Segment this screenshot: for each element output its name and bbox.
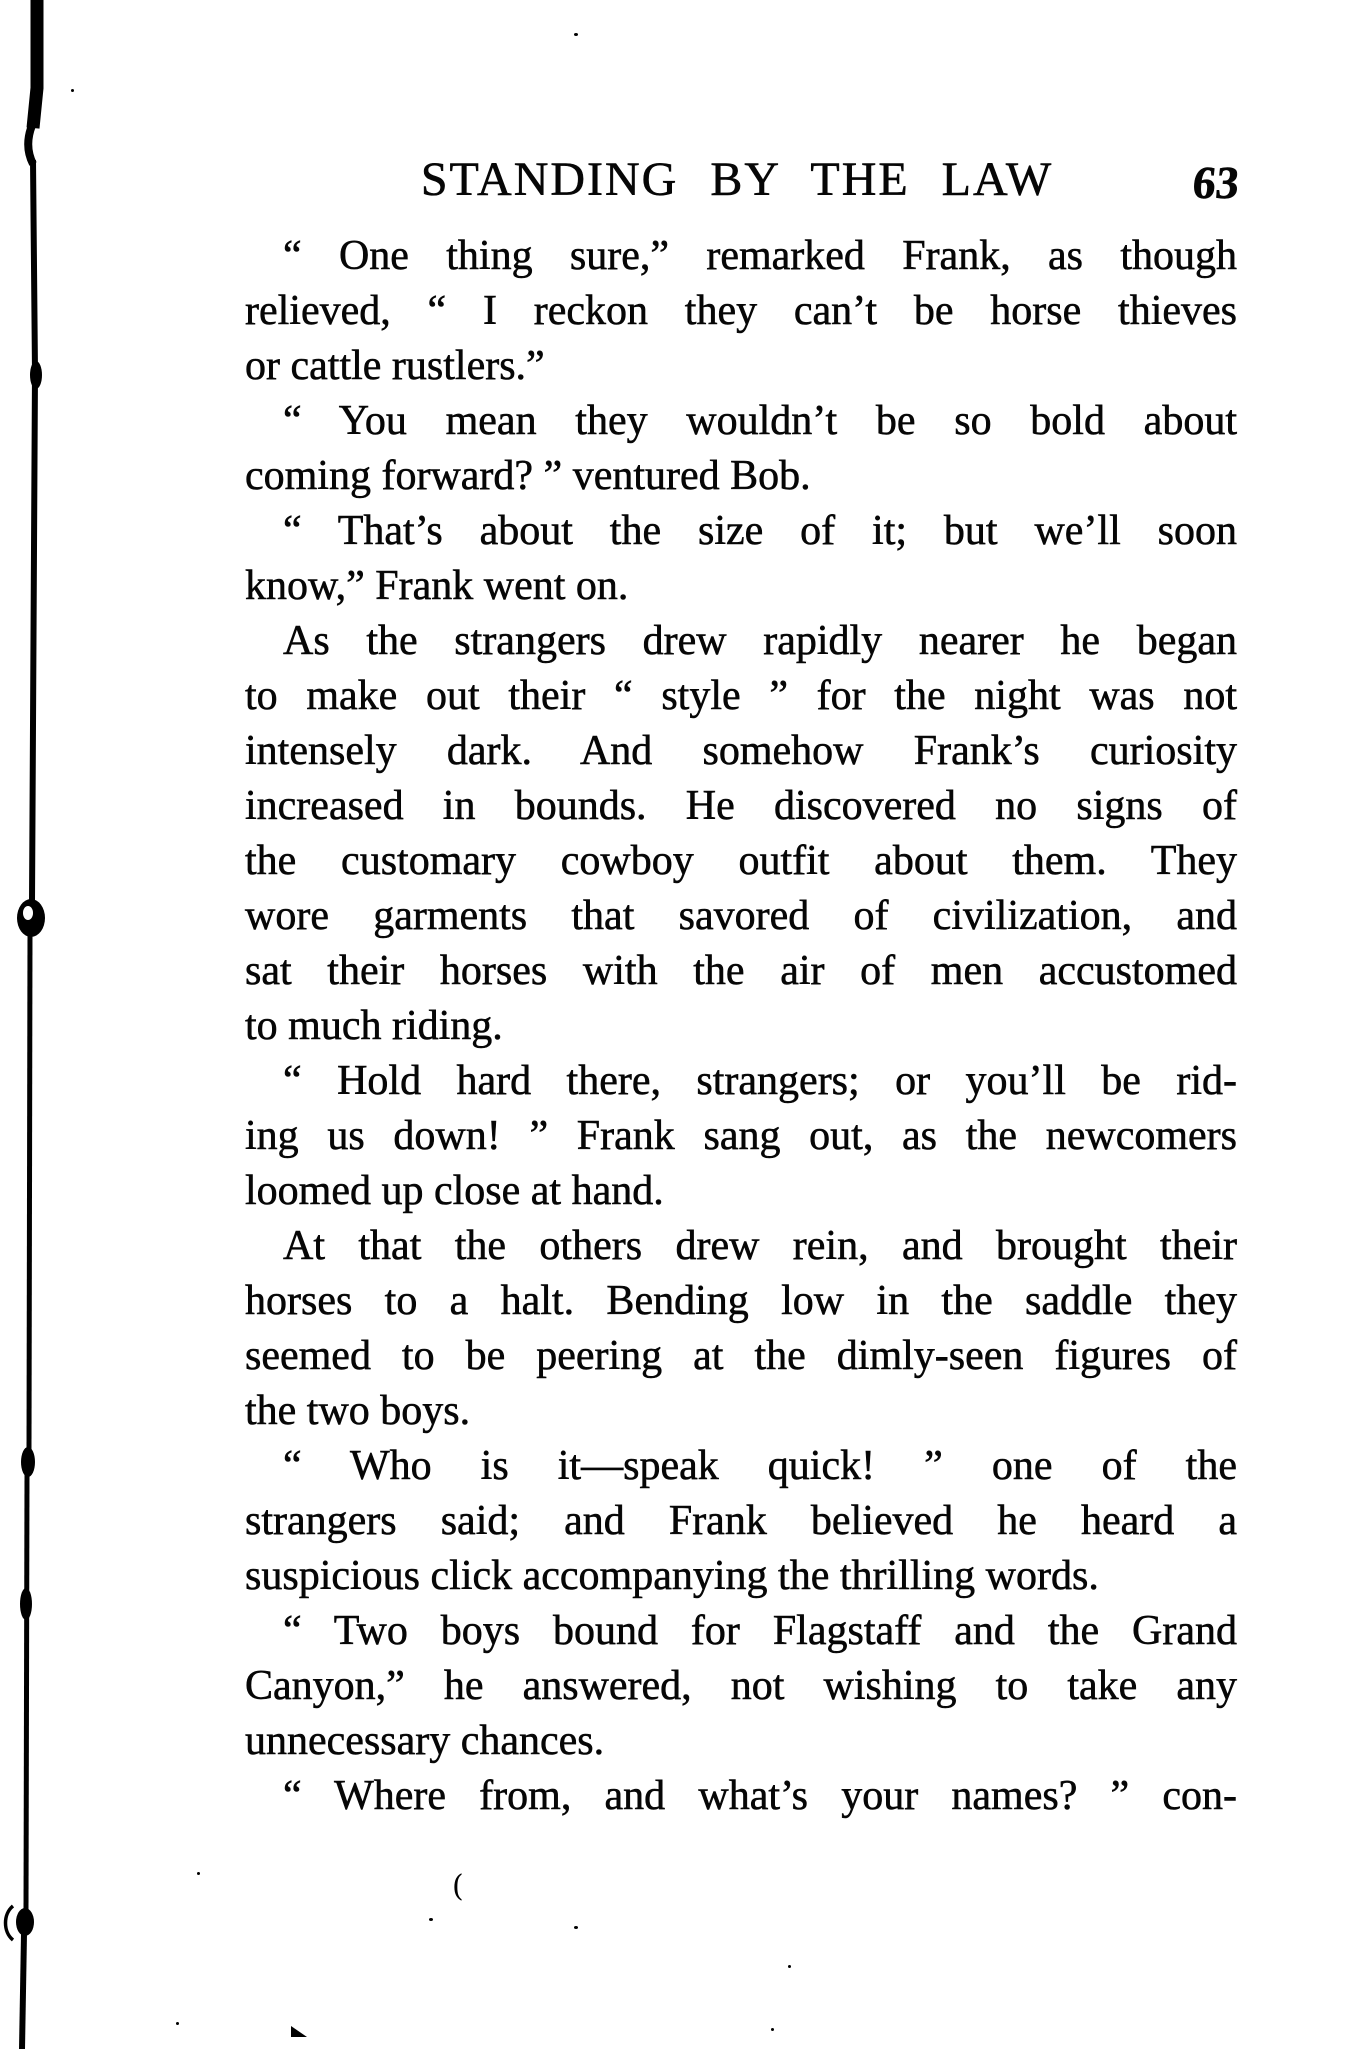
scan-speck: [71, 89, 74, 92]
text-line: coming forward? ” ventured Bob.: [245, 453, 811, 499]
scan-speck: [197, 1872, 200, 1875]
text-line: Canyon,” he answered, not wishing to take any: [245, 1663, 1237, 1709]
text-line: intensely dark. And somehow Frank’s curiosity: [245, 728, 1237, 774]
text-line: “ You mean they wouldn’t be so bold about: [283, 398, 1237, 444]
text-line: or cattle rustlers.”: [245, 343, 545, 389]
text-line: “ Who is it—speak quick! ” one of the: [283, 1443, 1237, 1489]
paragraph: [245, 1769, 1237, 1824]
text-line: to much riding.: [245, 1003, 503, 1049]
text-line: ing us down! ” Frank sang out, as the newcomers: [245, 1113, 1237, 1159]
paragraph: [245, 1054, 1237, 1219]
text-line: the customary cowboy outfit about them. They: [245, 838, 1237, 884]
scan-curl-mark: (: [452, 1869, 464, 1904]
text-line: seemed to be peering at the dimly-seen figures of: [245, 1333, 1237, 1379]
text-line: the two boys.: [245, 1388, 471, 1434]
paragraph: [245, 1219, 1237, 1439]
binding-edge-artifact: [0, 0, 60, 2049]
scan-blot: [291, 2026, 307, 2037]
text-line: to make out their “ style ” for the night was not: [245, 673, 1237, 719]
text-line: loomed up close at hand.: [245, 1168, 664, 1214]
page-header: [241, 153, 1233, 206]
page-number: 63: [1190, 157, 1242, 208]
paragraph: [245, 1439, 1237, 1604]
paragraph: [245, 394, 1237, 504]
text-line: horses to a halt. Bending low in the saddle they: [245, 1278, 1237, 1324]
paragraph: [245, 504, 1237, 614]
scan-speck: [429, 1918, 433, 1921]
text-line: know,” Frank went on.: [245, 563, 629, 609]
text-line: unnecessary chances.: [245, 1718, 605, 1764]
text-line: wore garments that savored of civilization, and: [245, 893, 1237, 939]
text-line: “ Two boys bound for Flagstaff and the Grand: [283, 1608, 1237, 1654]
text-line: At that the others drew rein, and brought their: [283, 1223, 1237, 1269]
text-line: strangers said; and Frank believed he heard a: [245, 1498, 1237, 1544]
page-text: [245, 229, 1237, 1824]
scan-speck: [788, 1965, 791, 1968]
scan-speck: [574, 33, 578, 36]
paragraph: [245, 614, 1237, 1054]
scan-speck: [771, 2028, 774, 2031]
paragraph: [245, 1604, 1237, 1769]
text-line: “ One thing sure,” remarked Frank, as though: [283, 233, 1237, 279]
text-line: suspicious click accompanying the thrilling words.: [245, 1553, 1099, 1599]
text-line: “ Hold hard there, strangers; or you’ll be rid-: [283, 1058, 1237, 1104]
running-header-title: STANDING BY THE LAW: [420, 153, 1054, 206]
text-line: As the strangers drew rapidly nearer he began: [283, 618, 1237, 664]
text-line: “ Where from, and what’s your names? ” con-: [283, 1773, 1237, 1819]
paragraph: [245, 229, 1237, 394]
scan-speck: [176, 2022, 179, 2025]
text-line: sat their horses with the air of men accustomed: [245, 948, 1237, 994]
text-line: relieved, “ I reckon they can’t be horse thieves: [245, 288, 1237, 334]
scan-speck: [574, 1926, 578, 1929]
text-line: “ That’s about the size of it; but we’ll soon: [283, 508, 1237, 554]
text-line: increased in bounds. He discovered no signs of: [245, 783, 1237, 829]
